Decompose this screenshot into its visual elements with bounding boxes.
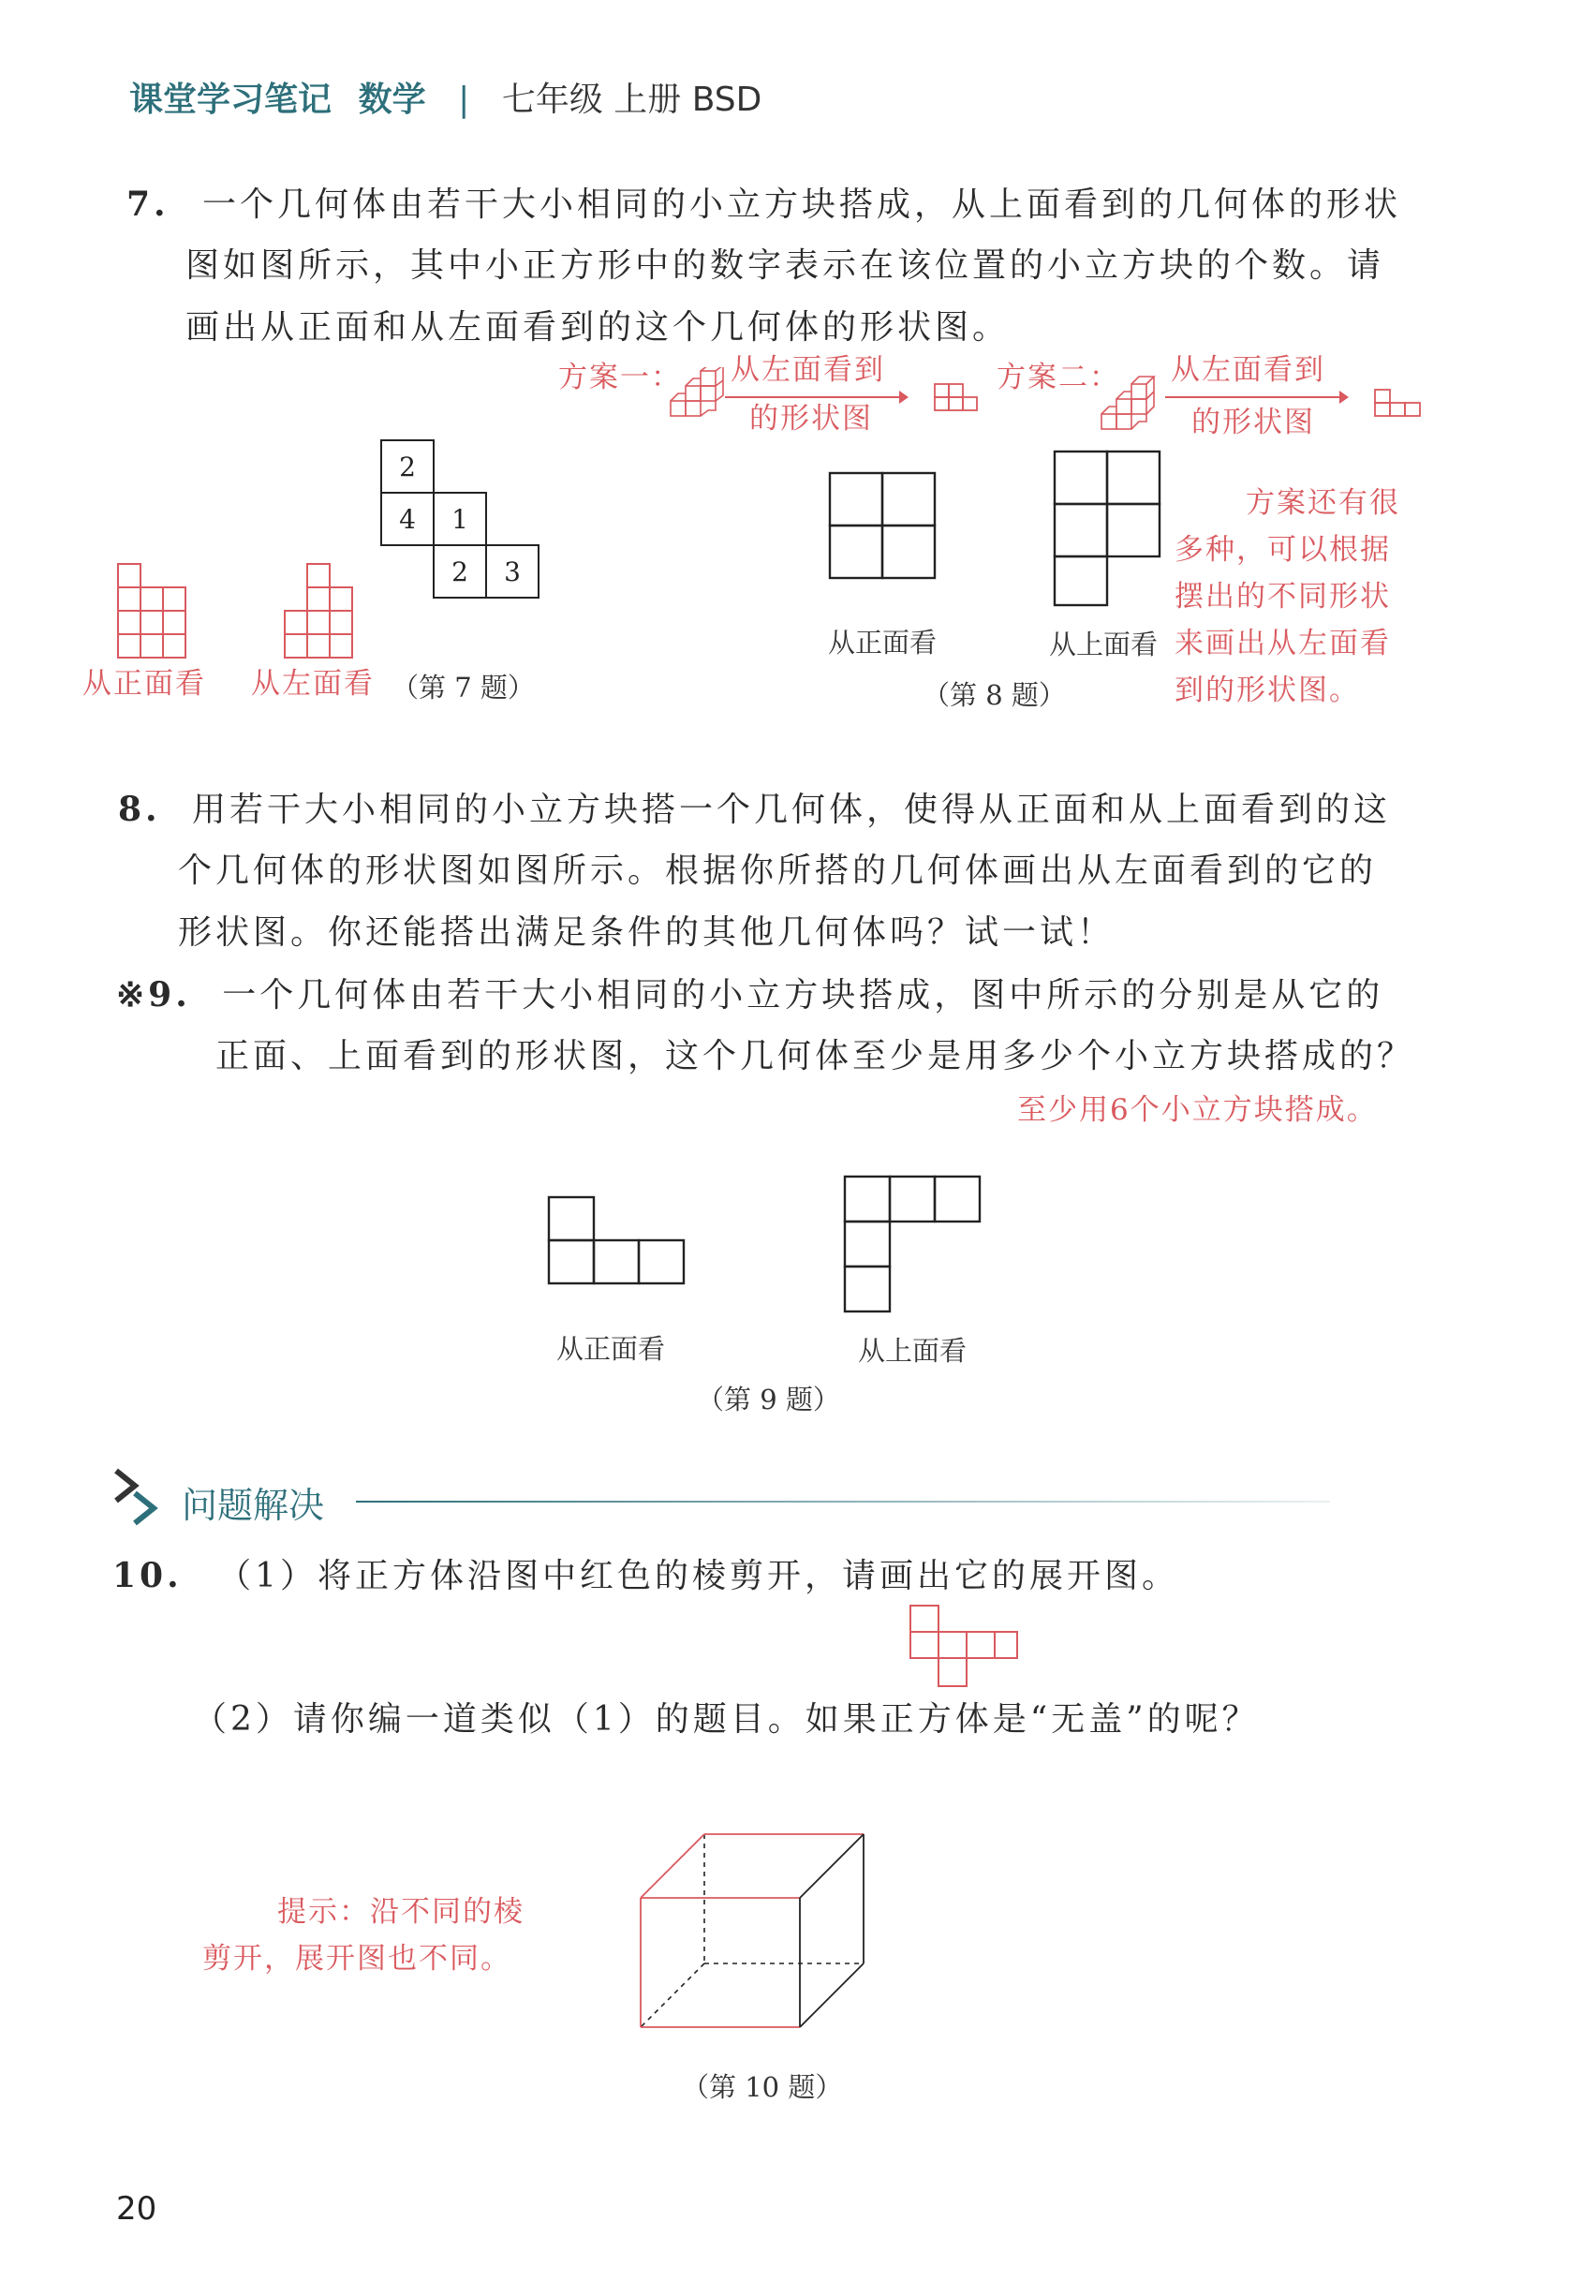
question-10-part-2: （2）请你编一道类似（1）的题目。如果正方体是“无盖”的呢？	[193, 1700, 1260, 1739]
question-8-line-3: 形状图。你还能搭出满足条件的其他几何体吗？试一试！	[178, 913, 1116, 952]
question-7-line-3: 画出从正面和从左面看到的这个几何体的形状图。	[185, 308, 1011, 347]
question-9-front-view	[547, 1195, 687, 1287]
subject-label: 数学	[358, 81, 426, 119]
plan-1-left-view-drawing	[933, 382, 980, 416]
grid-cell-number: 3	[504, 556, 521, 587]
plan-1-arrow-text-1: 从左面看到	[731, 353, 885, 387]
answer-left-label: 从左面看	[251, 667, 375, 701]
note-line-2: 多种，可以根据	[1175, 533, 1391, 567]
plan-2-cube-sketch-icon	[1098, 373, 1163, 440]
note-line-4: 来画出从左面看	[1175, 627, 1391, 660]
section-chevron-icon	[111, 1467, 167, 1529]
question-10-caption: （第 10 题）	[682, 2071, 843, 2103]
question-8-front-view	[828, 471, 938, 582]
question-9-answer: 至少用6个小立方块搭成。	[1017, 1093, 1378, 1127]
question-7-number-grid	[379, 438, 543, 602]
question-7-number: 7.	[126, 185, 170, 224]
question-10-number: 10.	[112, 1556, 183, 1595]
question-9-number: ※9.	[116, 975, 191, 1015]
question-10-cube-figure	[637, 1827, 880, 2052]
question-8-caption: （第 8 题）	[923, 679, 1066, 711]
question-7-line-1: 一个几何体由若干大小相同的小立方块搭成，从上面看到的几何体的形状	[202, 185, 1402, 224]
plan-1-cube-sketch-icon	[667, 367, 725, 429]
page-number: 20	[116, 2190, 157, 2228]
book-title: 课堂学习笔记	[129, 81, 332, 119]
plan-1-label: 方案一：	[558, 361, 682, 394]
question-9-front-caption: 从正面看	[556, 1333, 666, 1365]
plan-2-arrow-text-1: 从左面看到	[1171, 353, 1325, 387]
question-9-top-caption: 从上面看	[858, 1335, 968, 1367]
page-header	[129, 73, 761, 121]
plan-2-arrow-text-2: 的形状图	[1191, 406, 1315, 439]
question-9-top-view	[843, 1175, 983, 1315]
question-7	[126, 174, 1401, 235]
hint-line-1: 提示：沿不同的棱	[277, 1895, 525, 1929]
answer-front-view-drawing	[116, 562, 191, 660]
grid-cell-number: 1	[451, 504, 468, 535]
section-divider	[356, 1499, 1330, 1506]
grid-cell-number: 2	[451, 556, 468, 587]
question-7-caption: （第 7 题）	[392, 672, 535, 704]
question-9-line-1: 一个几何体由若干大小相同的小立方块搭成，图中所示的分别是从它的	[222, 976, 1384, 1015]
question-10-part-1: （1）将正方体沿图中红色的棱剪开，请画出它的展开图。	[217, 1557, 1179, 1595]
grade-label: 七年级 上册 BSD	[501, 81, 762, 119]
answer-front-label: 从正面看	[82, 667, 206, 701]
header-separator: |	[458, 81, 470, 119]
note-line-5: 到的形状图。	[1175, 674, 1360, 707]
grid-cell-number: 2	[399, 452, 416, 482]
question-8	[118, 779, 1391, 840]
question-8-line-2: 个几何体的形状图如图所示。根据你所搭的几何体画出从左面看到的它的	[178, 852, 1378, 890]
answer-cube-net-drawing	[907, 1602, 1023, 1692]
plan-2-label: 方案二：	[997, 361, 1120, 394]
note-line-1: 方案还有很	[1246, 486, 1400, 520]
question-9-line-2: 正面、上面看到的形状图，这个几何体至少是用多少个小立方块搭成的？	[215, 1037, 1415, 1075]
section-title: 问题解决	[182, 1485, 325, 1526]
question-8-top-view	[1053, 450, 1163, 609]
question-8-line-1: 用若干大小相同的小立方块搭一个几何体，使得从正面和从上面看到的这	[192, 791, 1392, 829]
grid-cell-number: 4	[399, 504, 416, 535]
question-8-front-caption: 从正面看	[828, 627, 938, 659]
question-9-caption: （第 9 题）	[697, 1384, 840, 1415]
question-10	[112, 1546, 1179, 1607]
plan-1-arrow-text-2: 的形状图	[749, 402, 873, 436]
question-7-line-2: 图如图所示，其中小正方形中的数字表示在该位置的小立方块的个数。请	[185, 246, 1385, 285]
question-8-number: 8.	[118, 790, 161, 829]
answer-left-view-drawing	[283, 562, 358, 660]
question-9	[116, 965, 1383, 1026]
plan-2-left-view-drawing	[1373, 388, 1424, 420]
hint-line-2: 剪开，展开图也不同。	[202, 1942, 511, 1976]
question-8-top-caption: 从上面看	[1049, 629, 1159, 660]
note-line-3: 摆出的不同形状	[1175, 580, 1391, 614]
